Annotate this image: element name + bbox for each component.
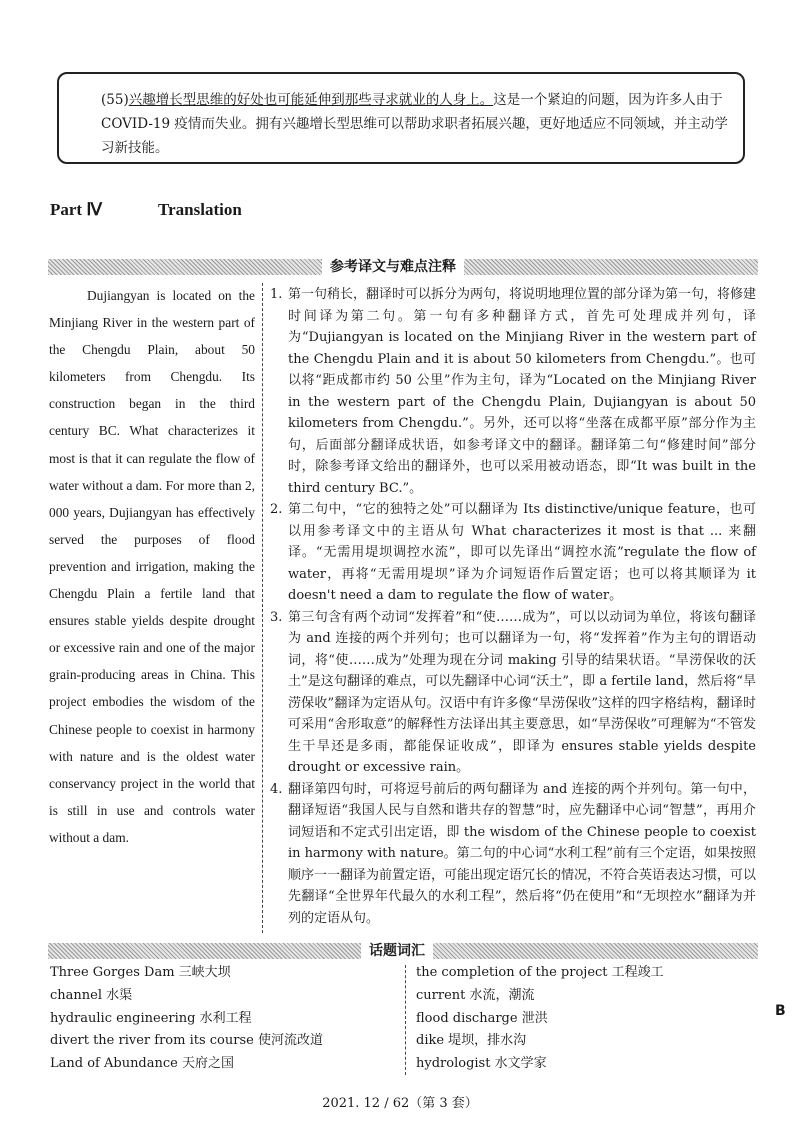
vocab-item: Land of Abundance 天府之国 bbox=[50, 1056, 234, 1072]
vocab-header: 话题词汇 bbox=[361, 940, 433, 962]
answer-text bbox=[73, 88, 731, 160]
vocab-divider bbox=[405, 965, 406, 1075]
answer-underlined-text: 兴趣增长型思维的好处也可能延伸到那些寻求就业的人身上。 bbox=[128, 92, 494, 108]
column-divider bbox=[262, 283, 263, 933]
vocab-right-list bbox=[416, 962, 664, 1076]
note-text: 第二句中，“它的独特之处”可以翻译为 Its distinctive/unique feature，也可以用参考译文中的主语从句 What characterizes it most is that ... 来翻译。“无需用堤坝调控水流”，即可以先译出“调控水流”regulate the flow of water，再将“无需用堤坝”译为介词短语作后置定语；也可以将其顺译为 it doesn't need a dam to regulate the flow of water。 bbox=[288, 502, 756, 603]
note-text: 第一句稍长，翻译时可以拆分为两句，将说明地理位置的部分译为第一句，将修建时间译为第二句。第一句有多种翻译方式，首先可处理成并列句，译为“Dujiangyan is located on the Minjiang River in the western part of the Chengdu Plain and it is about 50 kilometers from Chengdu.”。也可以将“距成都市约 50 公里”作为主句，译为“Located on the Minjiang River in the western part of the Chengdu Plain, Dujiangyan is about 50 kilometers from Chengdu.”。另外，还可以将“坐落在成都平原”部分作为主句，后面部分翻译成状语，如参考译文中的翻译。翻译第二句“修建时间”部分时，除参考译文给出的翻译外，也可以采用被动语态，即“It was built in the third century BC.”。 bbox=[288, 287, 757, 496]
vocab-header-band bbox=[48, 943, 758, 959]
vocab-item: channel 水渠 bbox=[50, 987, 133, 1003]
part-heading bbox=[50, 200, 242, 220]
answer-number: (55) bbox=[101, 92, 129, 108]
part-label: Part Ⅳ bbox=[50, 200, 103, 219]
vocab-item: hydrologist 水文学家 bbox=[416, 1056, 547, 1072]
notes-column bbox=[270, 284, 756, 929]
vocab-item: flood discharge 泄洪 bbox=[416, 1010, 548, 1026]
side-mark: B bbox=[775, 1003, 786, 1019]
page-footer: 2021. 12 / 62（第 3 套） bbox=[322, 1096, 478, 1111]
answer-box bbox=[57, 72, 745, 164]
vocab-item: Three Gorges Dam 三峡大坝 bbox=[50, 965, 231, 980]
translation-header-band bbox=[48, 259, 758, 275]
vocab-item: the completion of the project 工程竣工 bbox=[416, 965, 664, 980]
note-item bbox=[270, 779, 756, 930]
note-item bbox=[270, 607, 756, 779]
note-text: 翻译第四句时，可将逗号前后的两句翻译为 and 连接的两个并列句。第一句中，翻译短语“我国人民与自然和谐共存的智慧”时，应先翻译中心词“智慧”，再用介词短语和不定式引出定语，即 the wisdom of the Chinese people to coexist in harmony with nature。第二句的中心词“水利工程”前有三个定语，如果按照顺序一一翻译为前置定语，可能出现定语冗长的情况，不符合英语表达习惯，可以先翻译“全世界年代最久的水利工程”，然后将“仍在使用”和“无坝控水”翻译为并列的定语从句。 bbox=[288, 781, 757, 926]
answer-rest-text: 这是一个紧迫的问题，因为许多人由于 COVID-19 疫情而失业。拥有兴趣增长型思维可以帮助求职者拓展兴趣，更好地适应不同领域，并主动学习新技能。 bbox=[101, 92, 728, 156]
note-text: 第三句含有两个动词“发挥着”和“使……成为”，可以以动词为单位，将该句翻译为 and 连接的两个并列句；也可以翻译为一句，将“发挥着”作为主句的谓语动词，将“使……成为”处理为现在分词 making 引导的结果状语。“旱涝保收的沃土”是这句翻译的难点，可以先翻译中心词“沃土”，即 a fertile land，然后将“旱涝保收”翻译为定语从句。汉语中有许多像“旱涝保收”这样的四字格结构，翻译时可采用“舍形取意”的解释性方法译出其主要意思，如“旱涝保收”可理解为“不管发生干旱还是多雨，都能保证收成”，即译为 ensures stable yields despite drought or excessive rain。 bbox=[288, 609, 756, 775]
note-item bbox=[270, 499, 756, 607]
translation-text: Dujiangyan is located on the Minjiang River in the western part of the Chengdu Plain, about 50 kilometers from Chengdu. Its construction began in the third century BC. What characterizes it most is that it can regulate the flow of water without a dam. For more than 2, 000 years, Dujiangyan has effectively served the purposes of flood prevention and irrigation, making the Chengdu Plain a fertile land that ensures stable yields despite drought or excessive rain and one of the major grain-producing areas in China. This project embodies the wisdom of the Chinese people to coexist in harmony with nature and is the oldest water conservancy project in the world that is still in use and controls water without a dam. bbox=[49, 288, 255, 845]
vocab-item: divert the river from its course 使河流改道 bbox=[50, 1033, 323, 1049]
vocab-item: current 水流，潮流 bbox=[416, 987, 535, 1003]
translation-header: 参考译文与难点注释 bbox=[322, 256, 464, 278]
note-number: 2. bbox=[270, 502, 283, 517]
part-title: Translation bbox=[158, 200, 242, 219]
vocab-item: dike 堤坝，排水沟 bbox=[416, 1033, 527, 1049]
note-number: 1. bbox=[270, 287, 283, 302]
note-number: 4. bbox=[270, 781, 283, 797]
note-item bbox=[270, 284, 756, 499]
translation-text-column bbox=[49, 282, 255, 851]
vocab-left-list bbox=[50, 962, 323, 1076]
note-number: 3. bbox=[270, 609, 283, 625]
vocab-item: hydraulic engineering 水利工程 bbox=[50, 1010, 252, 1026]
